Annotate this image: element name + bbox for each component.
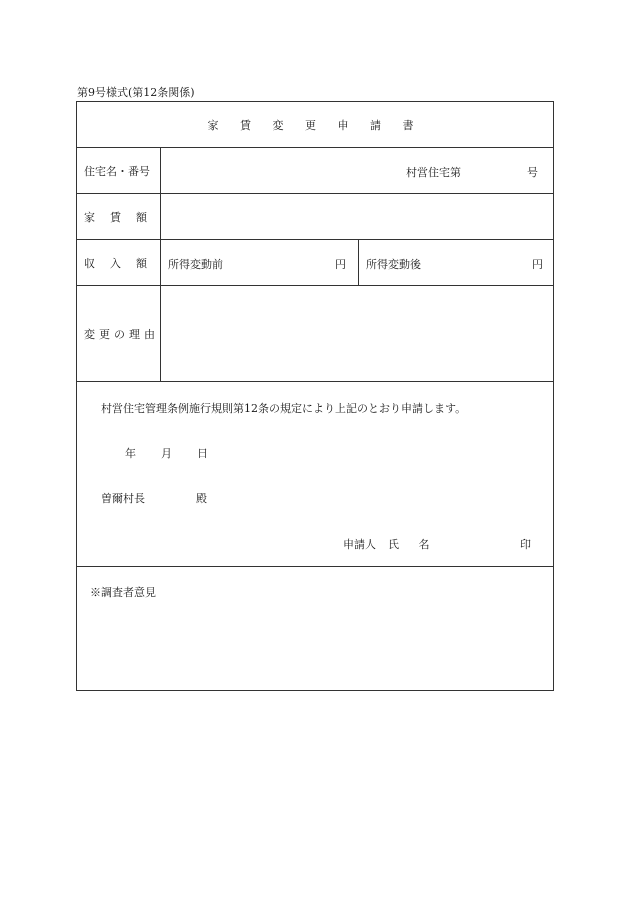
- date-day: 日: [197, 447, 208, 460]
- income-after-label: 所得変動後: [366, 258, 421, 271]
- income-after-unit: 円: [532, 258, 543, 271]
- form-title: 家 賃 変 更 申 請 書: [207, 118, 423, 132]
- rent-label: 家賃額: [84, 210, 162, 224]
- addressee: 曽爾村長: [101, 492, 145, 505]
- investigator-row: [77, 567, 553, 692]
- application-form: [76, 101, 554, 691]
- reason-label: 変更の理由: [84, 327, 159, 341]
- title-row: [77, 102, 553, 148]
- income-label-cell: [77, 240, 161, 285]
- housing-suffix: 号: [527, 166, 538, 179]
- income-before-label: 所得変動前: [168, 258, 223, 271]
- seal-mark: 印: [520, 538, 531, 551]
- rent-label-cell: [77, 194, 161, 239]
- date-month: 月: [161, 447, 172, 460]
- income-label: 収入額: [84, 256, 162, 270]
- housing-label: 住宅名・番号: [84, 164, 150, 178]
- declaration-row: [77, 382, 553, 567]
- form-number: 第9号様式(第12条関係): [77, 86, 195, 99]
- reason-row: [77, 286, 553, 382]
- housing-row: [77, 148, 553, 194]
- date-year: 年: [125, 447, 136, 460]
- income-divider: [358, 240, 359, 285]
- rent-row: [77, 194, 553, 240]
- housing-label-cell: [77, 148, 161, 193]
- applicant-name-label: 氏 名: [388, 538, 438, 551]
- reason-label-cell: [77, 286, 161, 381]
- income-before-unit: 円: [335, 258, 346, 271]
- investigator-label: ※調査者意見: [90, 586, 156, 599]
- addressee-honorific: 殿: [196, 492, 207, 505]
- housing-prefix: 村営住宅第: [406, 166, 461, 179]
- declaration-statement: 村営住宅管理条例施行規則第12条の規定により上記のとおり申請します。: [101, 402, 467, 415]
- income-row: [77, 240, 553, 286]
- applicant-label: 申請人: [343, 538, 376, 551]
